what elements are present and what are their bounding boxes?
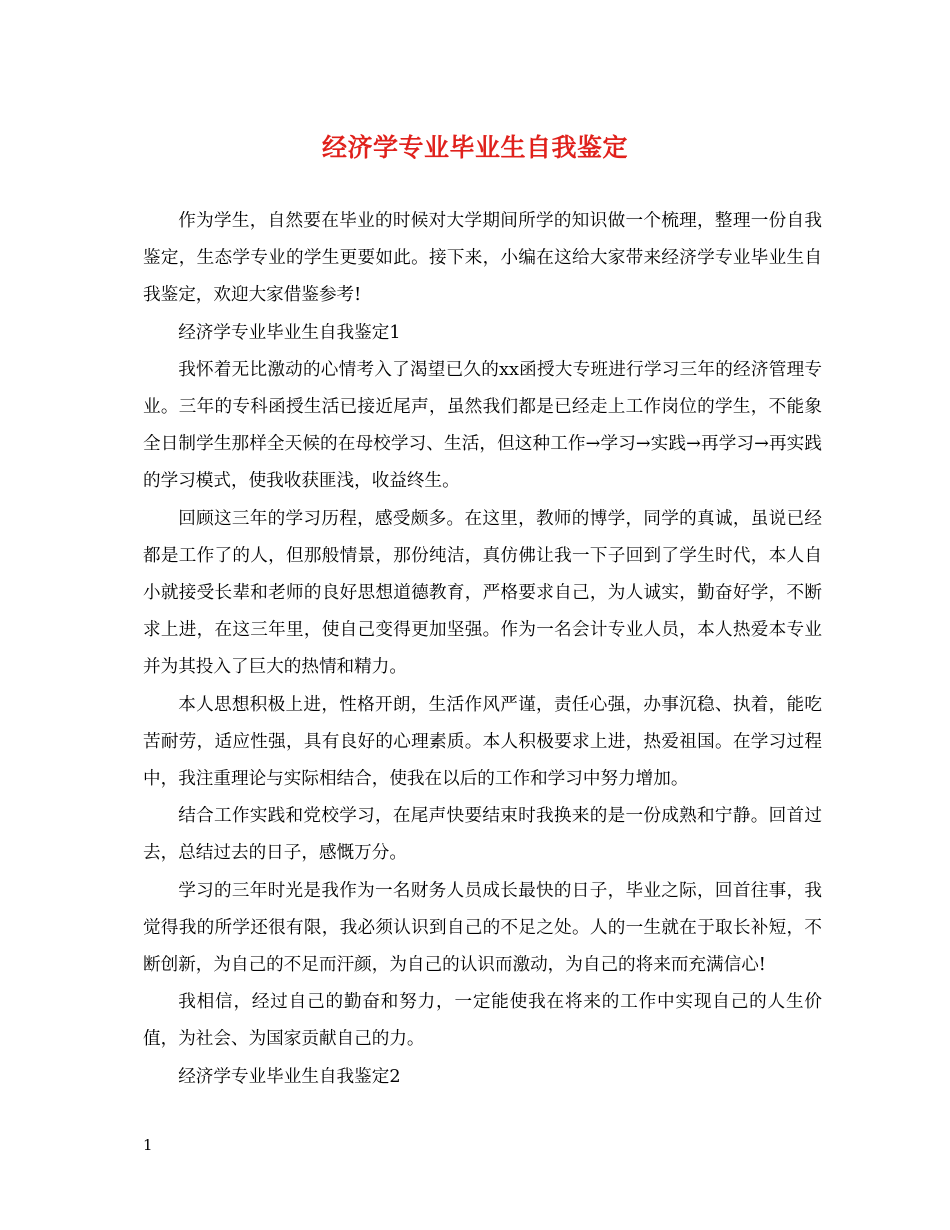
section-heading-1: 经济学专业毕业生自我鉴定1 xyxy=(178,322,401,343)
body-paragraph: 我怀着无比激动的心情考入了渴望已久的xx函授大专班进行学习三年的经济管理专业。三年的专科函授生活已接近尾声，虽然我们都是已经走上工作岗位的学生，不能象全日制学生那样全天候的在母校学习、生活，但这种工作→学习→实践→再学习→再实践的学习模式，使我收获匪浅，收益终生。 xyxy=(143,359,822,492)
page-number: 1 xyxy=(143,1136,153,1154)
intro-paragraph: 作为学生，自然要在毕业的时候对大学期间所学的知识做一个梳理，整理一份自我鉴定，生态学专业的学生更要如此。接下来，小编在这给大家带来经济学专业毕业生自我鉴定，欢迎大家借鉴参考! xyxy=(143,211,822,306)
body-paragraph: 本人思想积极上进，性格开朗，生活作风严谨，责任心强，办事沉稳、执着，能吃苦耐劳，适应性强，具有良好的心理素质。本人积极要求上进，热爱祖国。在学习过程中，我注重理论与实际相结合，使我在以后的工作和学习中努力增加。 xyxy=(143,694,822,790)
section-heading-2: 经济学专业毕业生自我鉴定2 xyxy=(178,1066,401,1087)
body-paragraph: 学习的三年时光是我作为一名财务人员成长最快的日子，毕业之际，回首往事，我觉得我的所学还很有限，我必须认识到自己的不足之处。人的一生就在于取长补短，不断创新，为自己的不足而汗颜，为自己的认识而激动，为自己的将来而充满信心! xyxy=(143,880,822,976)
body-paragraph: 结合工作实践和党校学习，在尾声快要结束时我换来的是一份成熟和宁静。回首过去，总结过去的日子，感慨万分。 xyxy=(143,806,822,864)
document-body xyxy=(143,203,822,1096)
document-title: 经济学专业毕业生自我鉴定 xyxy=(321,133,628,162)
body-paragraph: 回顾这三年的学习历程，感受颇多。在这里，教师的博学，同学的真诚，虽说已经都是工作了的人，但那般情景，那份纯洁，真仿佛让我一下子回到了学生时代，本人自小就接受长辈和老师的良好思想道德教育，严格要求自己，为人诚实，勤奋好学，不断求上进，在这三年里，使自己变得更加坚强。作为一名会计专业人员，本人热爱本专业并为其投入了巨大的热情和精力。 xyxy=(143,508,822,678)
body-paragraph: 我相信，经过自己的勤奋和努力，一定能使我在将来的工作中实现自己的人生价值，为社会、为国家贡献自己的力。 xyxy=(143,992,822,1050)
